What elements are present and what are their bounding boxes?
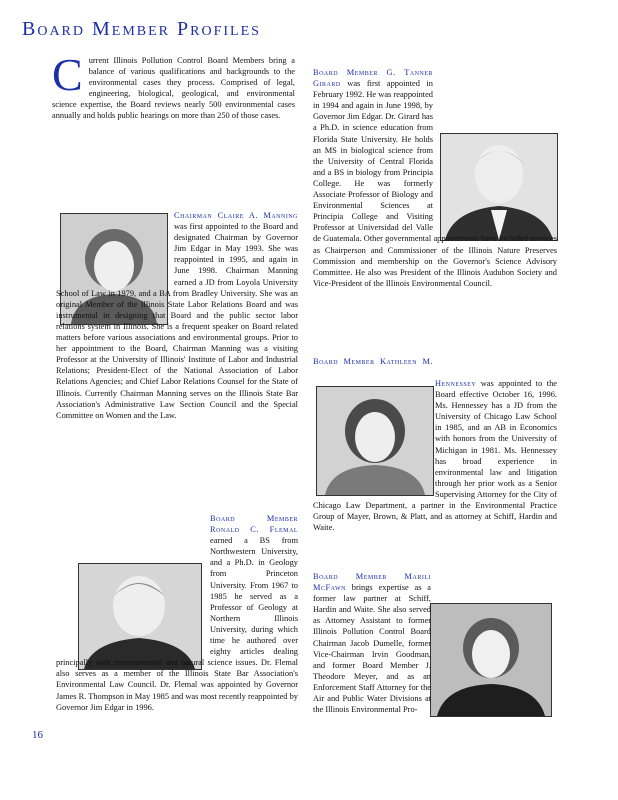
profile-hennessey <box>313 356 557 546</box>
profile-mcfawn-text: brings expertise as a former law partner at Schiff, Hardin and Waite. She also served as Attorney Assistant to former Illinois Pollution Control Board Chairman Jacob Dumelle, former Vice-Chairman Irvin Goodman, and former Board Member J. Theodore Meyer, and as an Enforcement Staff Attorney for the Air and Public Water Divisions at the Illinois Environmental Pro- <box>313 583 431 715</box>
profile-manning <box>56 162 298 467</box>
profile-girard-text: was first appointed in February 1992. He was reappointed in 1994 and again in June 1998, by Governor Jim Edgar. Dr. Girard has a Ph.D. in science education from Florida State University. He holds an MS in biological science from the University of Central Florida and a BS in biology from Principia College. He was formerly Associate Professor of Biology and Environmental Sciences at Principia College and Visiting Professor at Universidad del Valle de Guatemala. Other governmental appointments have included services as Chairperson and Commissioner of the Illinois Nature Preserves Commission and membership on the Governor's Science Advisory Committee. He also was President of the Illinois Audubon Society and Vice-President of the Illinois Environmental Council. <box>313 79 557 288</box>
profile-flemal-name: Board Member Ronald C. Flemal <box>210 514 298 535</box>
profile-flemal-text: earned a BS from Northwestern University, and a Ph.D. in Geology from Princeton University. From 1967 to 1985 he served as a Professor of Geology at Northern Illinois University, during which time he authored over eighty articles dealing principally with environmental and natural science issues. Dr. Flemal also serves as a member of the Illinois State Bar Association's Environmental Law Council. Dr. Flemal was appointed by Governor James R. Thompson in May 1985 and was most recently reappointed by Governor Jim Edgar in 1996. <box>56 536 298 712</box>
profile-manning-text: was first appointed to the Board and designated Chairman by Governor Jim Edgar in May 1993. She was reappointed in 1995, and again in June 1998. Chairman Manning earned a JD from Loyola University School of Law in 1979, and a BA from Bradley University. She was an original Member of the Illinois State Labor Relations Board and was instrumental in designing that Board and the public sector labor relations system in Illinois. She is a frequent speaker on Board related matters before various associations and environmental groups. Prior to her appointment to the Board, Chairman Manning was a visiting Professor at the University of Illinois' Institute of Labor and Industrial Relations; President-Elect of the National Association of Labor Relations Agencies; and Chief Labor Relations Counsel for the State of Illinois. Currently Chairman Manning serves on the Illinois State Bar Association's Administrative Law Section Council and the Special Committee on Women and the Law. <box>56 222 298 420</box>
profile-flemal <box>56 513 298 712</box>
profile-mcfawn <box>313 571 557 731</box>
profile-girard-name: Board Member G. Tanner Girard <box>313 68 433 89</box>
intro-text: urrent Illinois Pollution Control Board Members bring a balance of various qualifications and backgrounds to the environmental cases they process. Comprised of legal, engineering, biological, geological, and environmental science expertise, the Board reviews nearly 500 environmental cases annually and holds public hearings on more than 250 of those cases. <box>52 56 295 121</box>
page-number: 16 <box>32 729 43 741</box>
intro-paragraph <box>52 49 295 122</box>
intro-dropcap: C <box>52 49 83 100</box>
profile-mcfawn-name: Board Member Marili McFawn <box>313 572 431 593</box>
profile-manning-name: Chairman Claire A. Manning <box>174 211 298 220</box>
profile-hennessey-text: was appointed to the Board effective October 16, 1996. Ms. Hennessey has a JD from the University of Chicago Law School in 1985, and an AB in Economics with honors from the University of Michigan in 1981. Ms. Hennessey has broad experience in environmental law and litigation through her prior work as a Senior Supervising Attorney for the City of Chicago Law Department, a partner in the Environmental Practice Group of Mayer, Brown, & Platt, and as attorney at Schiff, Hardin and Waite. <box>313 379 557 533</box>
profile-girard <box>313 67 557 337</box>
profile-hennessey-name: Board Member Kathleen M. Hennessey <box>313 357 477 388</box>
page-title: Board Member Profiles <box>22 18 261 40</box>
